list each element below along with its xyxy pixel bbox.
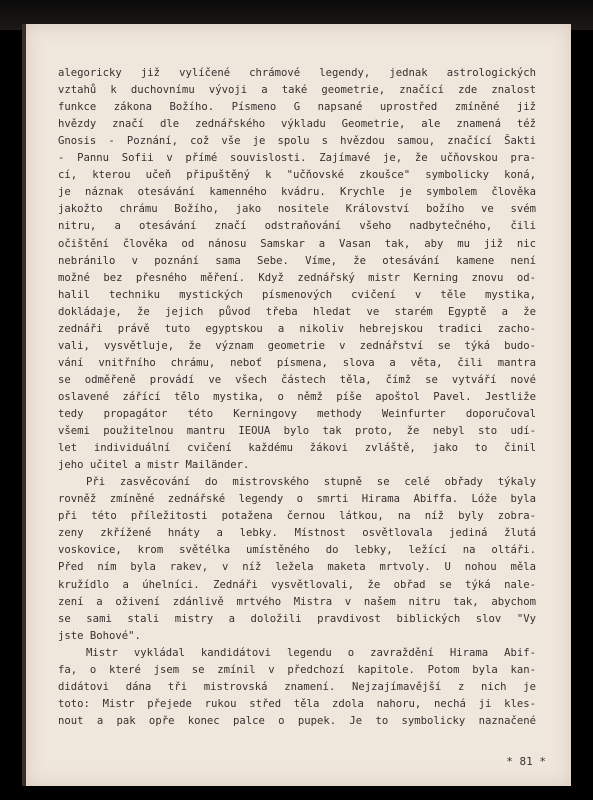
text-line: zení a oživení zdánlivě mrtvého Mistra v našem nitru tak, abychom <box>58 595 536 608</box>
text-line: nebránilo v poznání sama Sebe. Víme, že otesávání kamene není <box>58 254 536 267</box>
text-line: jste Bohové". <box>58 629 141 642</box>
text-line: vali, vysvětluje, že význam geometrie v zednářství se týká budo- <box>58 339 536 352</box>
text-line: voskovice, krom světélka umístěného do lebky, ležící na oltáři. <box>58 544 536 557</box>
text-line: didátovi dána tři mistrovská znamení. Nejzajímavější z nich je <box>58 680 536 693</box>
text-line: hvězdy značí dle zednářského výkladu Geometrie, ale znamená též <box>58 118 536 131</box>
text-line: při této příležitosti potažena černou látkou, na níž byly zobra- <box>58 510 536 523</box>
text-line: vání vnitřního chrámu, neboť písmena, slova a věta, čili mantra <box>58 356 536 369</box>
text-line: vztahů k duchovnímu vývoji a také geometrie, značící zde znalost <box>58 84 536 97</box>
text-line: Mistr vykládal kandidátovi legendu o zavraždění Hirama Abif- <box>86 646 536 659</box>
text-line: tedy propagátor této Kerningovy methody Weinfurter doporučoval <box>58 408 536 420</box>
text-line: - Pannu Sofii v přímé souvislosti. Zajímavé je, že učňovskou pra- <box>58 152 536 165</box>
text-line: je náznak otesávání kamenného kvádru. Krychle je symbolem člověka <box>58 186 536 199</box>
text-line: se sami stali mistry a doložili pravdivost biblických slov "Vy <box>58 612 536 625</box>
text-line: oslavené zářící tělo mystika, o němž píše apoštol Pavel. Jestliže <box>58 390 536 403</box>
text-line: cí, kterou učeň připuštěný k "učňovské zkoušce" symbolicky koná, <box>58 169 536 182</box>
text-line: kružídlo a úhelníci. Zednáři vysvětlovali, že obřad se týká nale- <box>58 578 536 591</box>
text-line: halil techniku mystických písmenových cvičení v těle mystika, <box>58 288 536 301</box>
page-number: * 81 * <box>506 755 546 768</box>
text-line: fa, o které jsem se zmínil v předchozí kapitole. Potom byla kan- <box>58 663 536 676</box>
text-line: jeho učitel a mistr Mailänder. <box>58 459 250 472</box>
text-line: nout a pak opře konec palce o pupek. Je to symbolicky naznačené <box>58 714 536 727</box>
text-line: Při zasvěcování do mistrovského stupně se celé obřady týkaly <box>86 476 536 489</box>
text-line: let individuální cvičení každému žákovi zvláště, jako to činil <box>58 442 536 455</box>
text-line: nitru, a otesávání značí odstraňování všeho nadbytečného, čili <box>58 220 536 233</box>
text-line: se odměřeně provádí ve všech částech těla, čímž se vytváří nové <box>58 373 536 386</box>
text-line: očištění člověka od nánosu Samskar a Vasan tak, aby mu již nic <box>58 237 536 250</box>
text-line: rovněž zmíněné zednářské legendy o smrti Hirama Abiffa. Lóže byla <box>58 493 536 506</box>
text-line: funkce zákona Božího. Písmeno G napsané uprostřed zmíněné již <box>58 101 536 114</box>
text-line: Gnosis - Poznání, což vše je spolu s hvězdou samou, značící Šakti <box>58 135 536 148</box>
text-line: jakožto chrámu Božího, jako nositele Království božího ve svém <box>58 203 536 216</box>
text-line: zeny zkřížené hnáty a lebky. Místnost osvětlovala jediná žlutá <box>58 527 536 540</box>
text-line: možné bez přesného měření. Když zednářský mistr Kerning znovu od- <box>58 271 536 284</box>
text-line: dokládaje, že jejich původ třeba hledat ve starém Egyptě a že <box>58 305 536 318</box>
text-line: toto: Mistr přejede rukou střed těla zdola nahoru, nechá ji kles- <box>58 697 536 710</box>
text-line: zednáři právě tuto egyptskou a nikoliv hebrejskou tradici zacho- <box>58 322 536 335</box>
text-line: alegoricky již vylíčené chrámové legendy, jednak astrologických <box>58 67 536 79</box>
text-line: Před ním byla rakev, v níž ležela maketa mrtvoly. U nohou měla <box>58 561 536 574</box>
text-line: všemi použitelnou mantru IEOUA bylo tak proto, že nebyl sto udí- <box>58 425 536 438</box>
